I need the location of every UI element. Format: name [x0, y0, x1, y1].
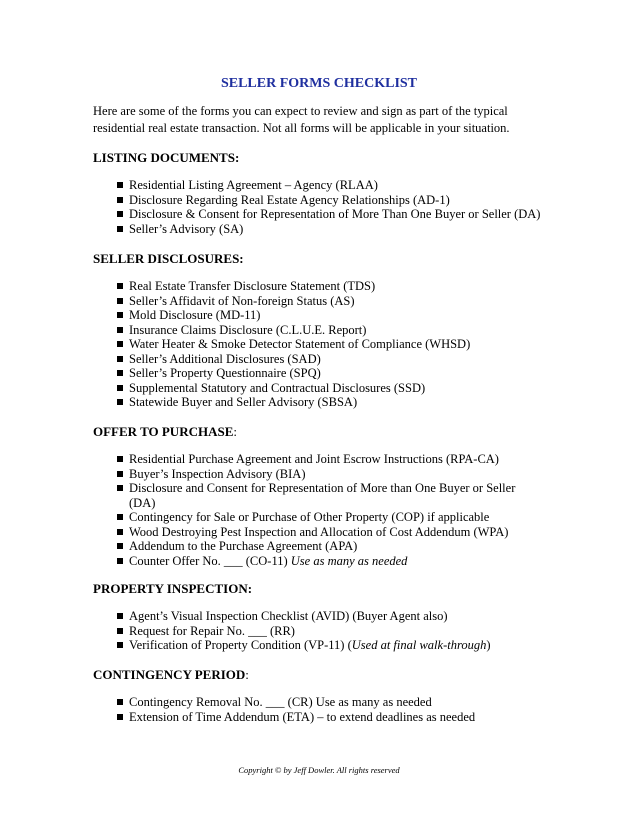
checklist-item: Water Heater & Smoke Detector Statement of Compliance (WHSD): [93, 337, 573, 352]
bullet-icon: [117, 211, 123, 217]
checklist-item: Seller’s Property Questionnaire (SPQ): [93, 366, 573, 381]
bullet-icon: [117, 699, 123, 705]
checklist-item: Addendum to the Purchase Agreement (APA): [93, 539, 573, 554]
document-title: SELLER FORMS CHECKLIST: [220, 76, 418, 91]
checklist-item: Counter Offer No. ___ (CO-11) Use as many as needed: [93, 554, 573, 569]
checklist-item: Residential Listing Agreement – Agency (RLAA): [93, 178, 573, 193]
checklist-item: Supplemental Statutory and Contractual Disclosures (SSD): [93, 381, 573, 396]
bullet-icon: [117, 514, 123, 520]
bullet-icon: [117, 485, 123, 491]
checklist-item: Verification of Property Condition (VP-11) (Used at final walk-through): [93, 638, 573, 653]
bullet-icon: [117, 558, 123, 564]
bullet-icon: [117, 628, 123, 634]
bullet-icon: [117, 613, 123, 619]
bullet-icon: [117, 399, 123, 405]
bullet-icon: [117, 197, 123, 203]
bullet-icon: [117, 642, 123, 648]
section-heading: CONTINGENCY PERIOD:: [93, 667, 249, 682]
bullet-icon: [117, 298, 123, 304]
bullet-icon: [117, 471, 123, 477]
checklist-item: Wood Destroying Pest Inspection and Allocation of Cost Addendum (WPA): [93, 525, 573, 540]
checklist-item: Disclosure and Consent for Representation of More than One Buyer or Seller (DA): [93, 481, 573, 510]
checklist-item: Agent’s Visual Inspection Checklist (AVID) (Buyer Agent also): [93, 609, 573, 624]
checklist-item: Disclosure Regarding Real Estate Agency Relationships (AD-1): [93, 193, 573, 208]
bullet-icon: [117, 543, 123, 549]
checklist-item: Residential Purchase Agreement and Joint Escrow Instructions (RPA-CA): [93, 452, 573, 467]
section-contingency-period: [93, 667, 573, 724]
copyright-footer: Copyright © by Jeff Dowler. All rights reserved: [238, 765, 400, 775]
section-property-inspection: [93, 581, 573, 653]
checklist: [93, 452, 573, 568]
bullet-icon: [117, 714, 123, 720]
checklist-item: Insurance Claims Disclosure (C.L.U.E. Report): [93, 323, 573, 338]
checklist-item: Buyer’s Inspection Advisory (BIA): [93, 467, 573, 482]
bullet-icon: [117, 529, 123, 535]
checklist-item: Contingency for Sale or Purchase of Other Property (COP) if applicable: [93, 510, 573, 525]
section-seller-disclosures: [93, 251, 573, 410]
checklist-item: Statewide Buyer and Seller Advisory (SBSA): [93, 395, 573, 410]
checklist-item: Seller’s Advisory (SA): [93, 222, 573, 237]
checklist-item: Request for Repair No. ___ (RR): [93, 624, 573, 639]
section-heading: LISTING DOCUMENTS:: [93, 150, 240, 165]
section-heading: SELLER DISCLOSURES:: [93, 251, 244, 266]
bullet-icon: [117, 226, 123, 232]
intro-paragraph: [93, 103, 553, 137]
checklist: [93, 178, 573, 236]
section-heading: OFFER TO PURCHASE:: [93, 424, 237, 439]
bullet-icon: [117, 182, 123, 188]
intro-line: Here are some of the forms you can expect to review and sign as part of the typical: [93, 104, 508, 118]
checklist-item: Mold Disclosure (MD-11): [93, 308, 573, 323]
checklist-item: Seller’s Additional Disclosures (SAD): [93, 352, 573, 367]
checklist-item: Disclosure & Consent for Representation of More Than One Buyer or Seller (DA): [93, 207, 573, 222]
bullet-icon: [117, 356, 123, 362]
section-heading: PROPERTY INSPECTION:: [93, 581, 253, 596]
checklist: [93, 609, 573, 653]
bullet-icon: [117, 327, 123, 333]
checklist-item: Real Estate Transfer Disclosure Statement (TDS): [93, 279, 573, 294]
bullet-icon: [117, 341, 123, 347]
checklist-item: Seller’s Affidavit of Non-foreign Status (AS): [93, 294, 573, 309]
checklist-item: Extension of Time Addendum (ETA) – to extend deadlines as needed: [93, 710, 573, 725]
bullet-icon: [117, 283, 123, 289]
bullet-icon: [117, 456, 123, 462]
checklist-item: Contingency Removal No. ___ (CR) Use as many as needed: [93, 695, 573, 710]
checklist: [93, 279, 573, 410]
bullet-icon: [117, 385, 123, 391]
checklist: [93, 695, 573, 724]
section-listing-documents: [93, 150, 573, 236]
bullet-icon: [117, 370, 123, 376]
intro-line: residential real estate transaction. Not all forms will be applicable in your situation.: [93, 121, 510, 135]
section-offer-to-purchase: [93, 424, 573, 568]
bullet-icon: [117, 312, 123, 318]
